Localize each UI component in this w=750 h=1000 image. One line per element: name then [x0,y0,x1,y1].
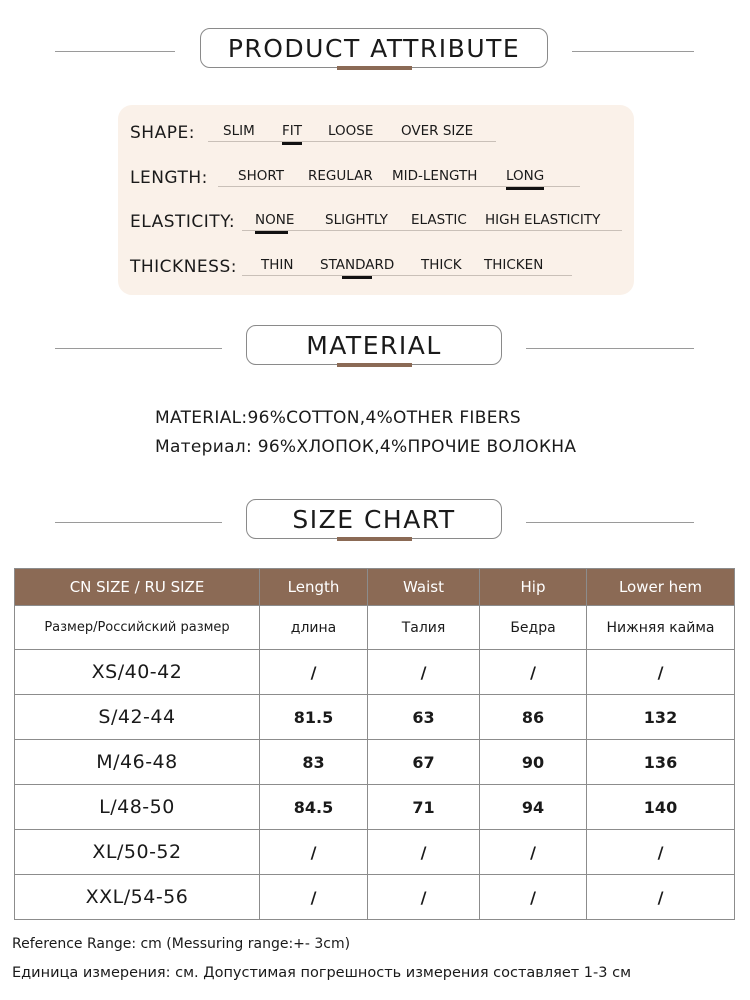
attribute-label: THICKNESS: [130,257,237,277]
reference-note-ru: Единица измерения: см. Допустимая погрешность измерения составляет 1-3 см [12,965,632,981]
option-label: NONE [255,212,295,228]
value-cell: / [260,875,368,920]
attribute-row-elasticity [118,206,634,236]
size-cell: XXL/54-56 [15,875,260,920]
size-cell: M/46-48 [15,740,260,785]
header-line-right [572,51,694,52]
attribute-label: LENGTH: [130,168,208,188]
attribute-label: SHAPE: [130,123,195,143]
table-row [15,875,735,920]
length-option: SHORT [238,168,284,184]
value-cell: / [480,875,587,920]
size-cell: L/48-50 [15,785,260,830]
shape-option: OVER SIZE [401,123,474,139]
value-cell: / [260,650,368,695]
attribute-line [208,141,496,142]
header-line-left [55,51,175,52]
selected-underline [506,187,544,190]
value-cell: 136 [587,740,735,785]
attribute-line [242,230,622,231]
size-chart-header [0,499,750,547]
attribute-line [242,275,572,276]
option-label: LONG [506,168,545,184]
shape-option-selected [282,123,302,139]
option-label: FIT [282,123,302,139]
value-cell: / [368,830,480,875]
material-ru: Материал: 96%ХЛОПОК,4%ПРОЧИЕ ВОЛОКНА [155,437,577,457]
table-row [15,830,735,875]
value-cell: 94 [480,785,587,830]
header-cell: Length [260,569,368,606]
value-cell: 84.5 [260,785,368,830]
subheader-cell: длина [260,606,368,650]
elasticity-option-selected [255,212,294,228]
size-chart-table [14,568,735,920]
header-accent-bar [337,363,412,367]
attribute-label: ELASTICITY: [130,212,236,232]
selected-underline [282,142,302,145]
attribute-row-length [118,162,634,192]
thickness-option: THICKEN [484,257,544,273]
table-row [15,695,735,740]
size-cell: S/42-44 [15,695,260,740]
selected-underline [255,231,288,234]
value-cell: 132 [587,695,735,740]
table-row [15,650,735,695]
header-line-right [526,522,694,523]
value-cell: / [480,830,587,875]
size-cell: XS/40-42 [15,650,260,695]
header-cell: Hip [480,569,587,606]
value-cell: / [480,650,587,695]
value-cell: 86 [480,695,587,740]
header-cell: CN SIZE / RU SIZE [15,569,260,606]
product-attribute-title: PRODUCT ATTRIBUTE [200,28,548,68]
size-cell: XL/50-52 [15,830,260,875]
header-line-left [55,348,222,349]
option-label: STANDARD [320,257,395,273]
thickness-option: THIN [261,257,294,273]
reference-note-en: Reference Range: cm (Messuring range:+- 3cm) [12,936,351,952]
product-attribute-header [0,28,750,76]
value-cell: / [587,650,735,695]
value-cell: / [260,830,368,875]
value-cell: 81.5 [260,695,368,740]
subheader-cell: Талия [368,606,480,650]
shape-option: LOOSE [328,123,374,139]
shape-option: SLIM [223,123,255,139]
value-cell: 90 [480,740,587,785]
value-cell: / [587,875,735,920]
header-accent-bar [337,537,412,541]
elasticity-option: SLIGHTLY [325,212,388,228]
value-cell: 140 [587,785,735,830]
thickness-option: THICK [421,257,462,273]
table-header-row [15,569,735,606]
value-cell: / [587,830,735,875]
header-line-left [55,522,222,523]
material-title: MATERIAL [246,325,502,365]
length-option: REGULAR [308,168,373,184]
elasticity-option: HIGH ELASTICITY [485,212,601,228]
material-header [0,325,750,373]
attribute-panel [118,105,634,295]
elasticity-option: ELASTIC [411,212,467,228]
material-en: MATERIAL:96%COTTON,4%OTHER FIBERS [155,408,521,428]
value-cell: 83 [260,740,368,785]
thickness-option-selected [320,257,394,273]
length-option: MID-LENGTH [392,168,478,184]
header-accent-bar [337,66,412,70]
value-cell: / [368,875,480,920]
value-cell: 67 [368,740,480,785]
selected-underline [342,276,372,279]
subheader-cell: Бедра [480,606,587,650]
subheader-cell: Размер/Российский размер [15,606,260,650]
value-cell: 63 [368,695,480,740]
subheader-cell: Нижняя кайма [587,606,735,650]
header-cell: Lower hem [587,569,735,606]
header-line-right [526,348,694,349]
header-cell: Waist [368,569,480,606]
table-row [15,740,735,785]
size-chart-title: SIZE CHART [246,499,502,539]
table-subheader-row [15,606,735,650]
attribute-row-thickness [118,251,634,281]
length-option-selected [506,168,544,184]
value-cell: 71 [368,785,480,830]
attribute-row-shape [118,117,634,147]
table-row [15,785,735,830]
value-cell: / [368,650,480,695]
